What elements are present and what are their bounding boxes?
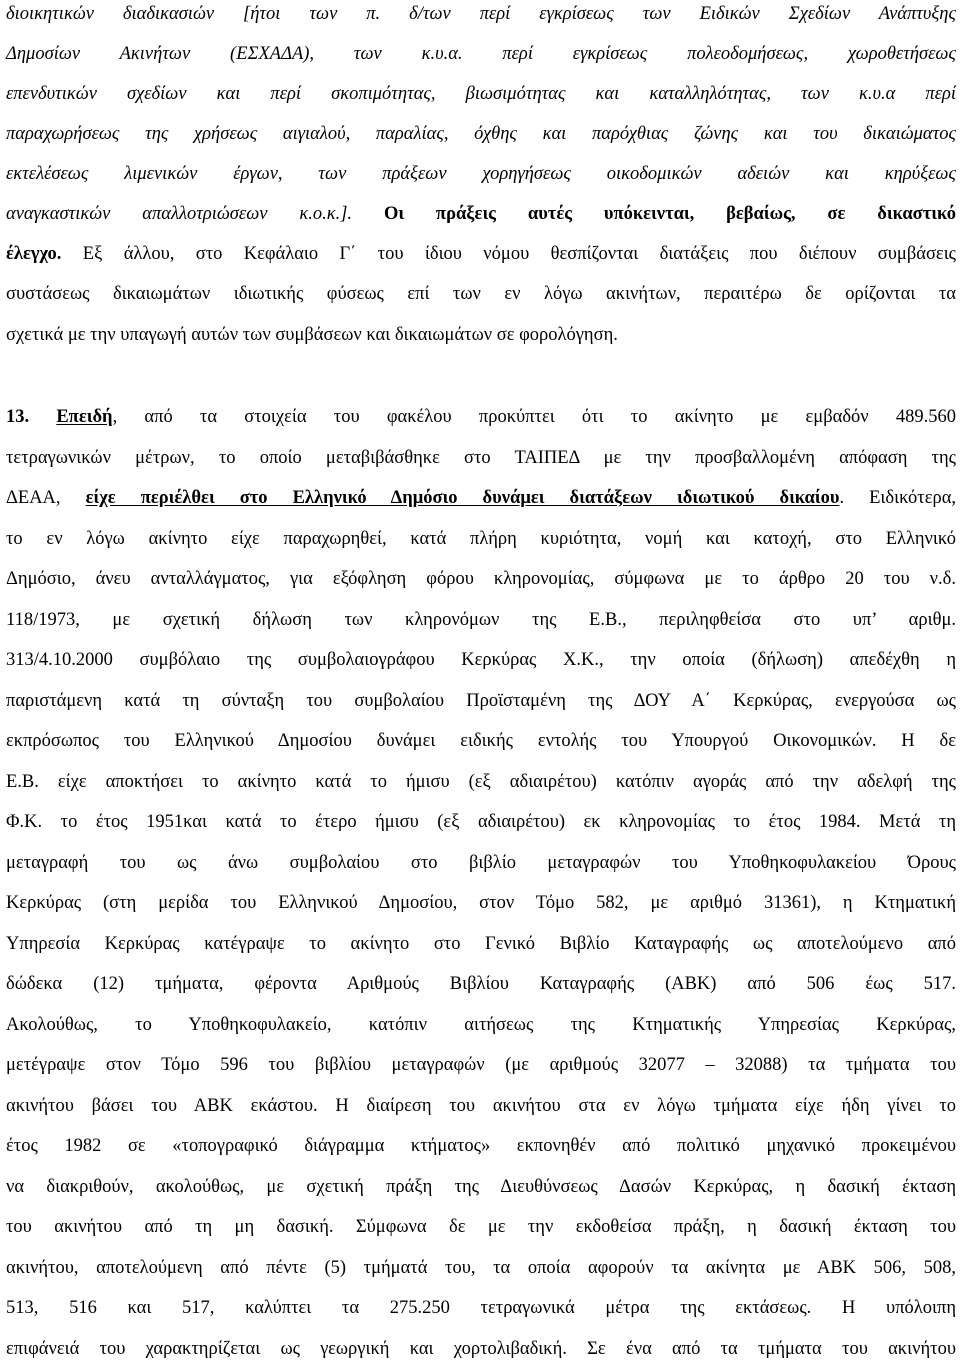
text-line: Υπηρεσία Κερκύρας κατέγραψε το ακίνητο στο Γενικό Βιβλίο Καταγραφής ως αποτελούμενο από (6, 934, 956, 954)
text-line: Δημόσιο, άνευ ανταλλάγματος, για εξόφληση φόρου κληρονομίας, σύμφωνα με το άρθρο 20 του ν.δ. (6, 569, 956, 589)
text-line: εκτελέσεως λιμενικών έργων, των πράξεων χορηγήσεως οικοδομικών αδειών και κηρύξεως (6, 164, 956, 184)
italic-text: αναγκαστικών απαλλοτριώσεων κ.ο.κ.]. (6, 204, 353, 224)
text-line: το εν λόγω ακίνητο είχε παραχωρηθεί, κατά πλήρη κυριότητα, νομή και κατοχή, στο Ελληνικό (6, 529, 956, 549)
text-line: ακινήτου βάσει του ΑΒΚ εκάστου. Η διαίρεση του ακινήτου στα εν λόγω τμήματα είχε ήδη γίνει το (6, 1096, 956, 1116)
text-line: Ακολούθως, το Υποθηκοφυλακείο, κατόπιν αιτήσεως της Κτηματικής Υπηρεσίας Κερκύρας, (6, 1015, 956, 1035)
regular-text: ΔΕΑΑ, (6, 488, 61, 508)
text-line: διοικητικών διαδικασιών [ήτοι των π. δ/των περί εγκρίσεως των Ειδικών Σχεδίων Ανάπτυξης (6, 4, 956, 24)
regular-text: Εξ άλλου, στο Κεφάλαιο Γ΄ του ίδιου νόμου θεσπίζονται διατάξεις που διέπουν συμβάσεις (82, 244, 956, 264)
text-line: επιφάνειά του χαρακτηρίζεται ως γεωργική και χορτολιβαδική. Σε ένα από τα τμήματα του ακινήτου (6, 1339, 956, 1359)
text-line (6, 202, 956, 226)
text-line: παριστάμενη κατά τη σύνταξη του συμβολαίου Προϊσταμένη της ΔΟΥ Α΄ Κερκύρας, ενεργούσα ως (6, 691, 956, 711)
paragraph-number: 13. (6, 407, 30, 427)
text-line: 313/4.10.2000 συμβόλαιο της συμβολαιογράφου Κερκύρας Χ.Κ., την οποία (δήλωση) απεδέχθη η (6, 650, 956, 670)
text-line: να διακριθούν, ακολούθως, με σχετική πράξη της Διευθύνσεως Δασών Κερκύρας, η δασική έκταση (6, 1177, 956, 1197)
bold-underlined-text: Επειδή (56, 407, 113, 427)
bold-text: Οι πράξεις αυτές υπόκεινται, βεβαίως, σε δικαστικό (383, 204, 956, 224)
regular-text: , από τα στοιχεία του φακέλου προκύπτει ότι το ακίνητο με εμβαδόν 489.560 (112, 407, 956, 427)
text-line: μετέγραψε στον Τόμο 596 του βιβλίου μεταγραφών (με αριθμούς 32077 – 32088) τα τμήματα του (6, 1055, 956, 1075)
text-line: συστάσεως δικαιωμάτων ιδιωτικής φύσεως επί των εν λόγω ακινήτων, περαιτέρω δε ορίζονται τα (6, 284, 956, 304)
text-line (6, 242, 956, 266)
bold-text: έλεγχο. (6, 244, 62, 264)
text-line: Κερκύρας (στη μερίδα του Ελληνικού Δημοσίου, στον Τόμο 582, με αριθμό 31361), η Κτηματική (6, 893, 956, 913)
text-line (6, 486, 956, 510)
text-line: σχετικά με την υπαγωγή αυτών των συμβάσεων και δικαιωμάτων σε φορολόγηση. (6, 325, 618, 345)
text-line: δώδεκα (12) τμήματα, φέροντα Αριθμούς Βιβλίου Καταγραφής (ΑΒΚ) από 506 έως 517. (6, 974, 956, 994)
text-line: μεταγραφή του ως άνω συμβολαίου στο βιβλίο μεταγραφών του Υποθηκοφυλακείου Όρους (6, 853, 956, 873)
text-line: παραχωρήσεως της χρήσεως αιγιαλού, παραλίας, όχθης και παρόχθιας ζώνης και του δικαιώματος (6, 124, 956, 144)
text-line: Ε.Β. είχε αποκτήσει το ακίνητο κατά το ήμισυ (εξ αδιαιρέτου) κατόπιν αγοράς από την αδελφή της (6, 772, 956, 792)
bold-underlined-text: είχε περιέλθει στο Ελληνικό Δημόσιο δυνάμει διατάξεων ιδιωτικού δικαίου (85, 488, 840, 508)
text-line: Φ.Κ. το έτος 1951και κατά το έτερο ήμισυ (εξ αδιαιρέτου) εκ κληρονομίας το έτος 1984. Μετά τη (6, 812, 956, 832)
text-line: του ακινήτου από τη μη δασική. Σύμφωνα δε με την εκδοθείσα πράξη, η δασική έκταση του (6, 1217, 956, 1237)
text-line: έτος 1982 σε «τοπογραφικό διάγραμμα κτήματος» εκπονηθέν από πολιτικό μηχανικό προκειμένου (6, 1136, 956, 1156)
text-line: εκπρόσωπος του Ελληνικού Δημοσίου δυνάμει ειδικής εντολής του Υπουργού Οικονομικών. Η δε (6, 731, 956, 751)
text-line: ακινήτου, αποτελούμενη από πέντε (5) τμήματά του, τα οποία αφορούν τα ακίνητα με ΑΒΚ 506, 508, (6, 1258, 956, 1278)
regular-text: . Ειδικότερα, (839, 488, 957, 508)
text-line: τετραγωνικών μέτρων, το οποίο μεταβιβάσθηκε στο ΤΑΙΠΕΔ με την προσβαλλομένη απόφαση της (6, 448, 956, 468)
text-line: Δημοσίων Ακινήτων (ΕΣΧΑΔΑ), των κ.υ.α. περί εγκρίσεως πολεοδομήσεως, χωροθετήσεως (6, 44, 956, 64)
text-line: 513, 516 και 517, καλύπτει τα 275.250 τετραγωνικά μέτρα της εκτάσεως. Η υπόλοιπη (6, 1298, 956, 1318)
text-line: επενδυτικών σχεδίων και περί σκοπιμότητας, βιωσιμότητας και καταλληλότητας, των κ.υ.α περί (6, 84, 956, 104)
text-line: 118/1973, με σχετική δήλωση των κληρονόμων της Ε.Β., περιληφθείσα στο υπ’ αριθμ. (6, 610, 956, 630)
text-line (6, 405, 956, 429)
